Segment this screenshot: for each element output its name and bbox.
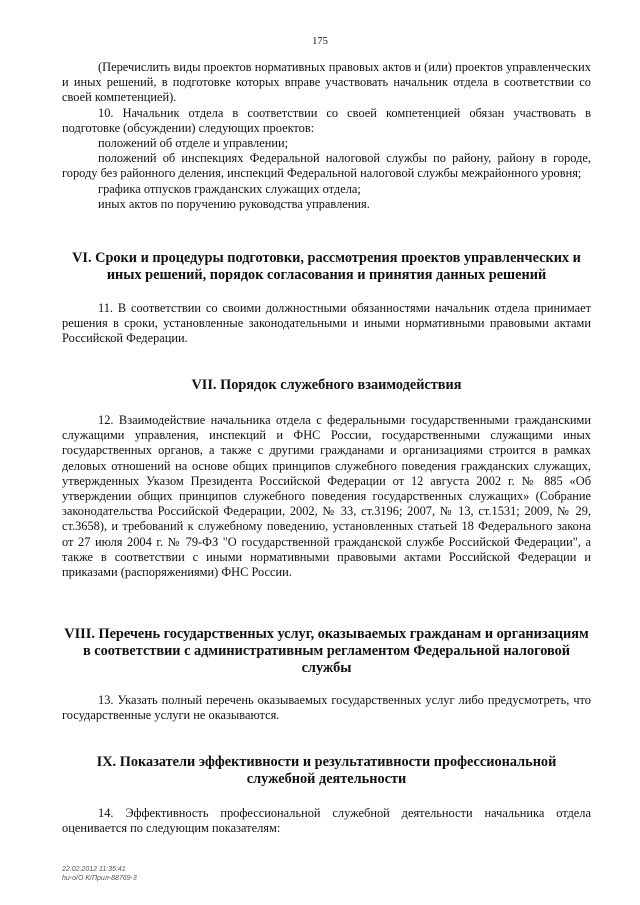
- section-7-body: [62, 413, 591, 580]
- list-item: положений об отделе и управлении;: [98, 136, 289, 151]
- paragraph-12: 12. Взаимодействие начальника отдела с федеральными государственными гражданскими служащими управления, инспекций и ФНС России, государственными служащими иных государственных органов, а также с другими гражданами и организациями строится в рамках деловых отношений на основе общих принципов служебного поведения гражданских служащих, утвержденных Указом Президента Российской Федерации от 12 августа 2002 г. № 885 «Об утверждении общих принципов служебного поведения государственных служащих» (Собрание законодательства Российской Федерации, 2002, № 33, ст.3196; 2007, № 13, ст.1531; 2009, № 29, ст.3658), и требований к служебному поведению, установленных статьей 18 Федерального закона от 27 июля 2004 г. № 79-ФЗ "О государственной гражданской службе Российской Федерации", а также в соответствии с иными нормативными правовыми актами Российской Федерации и приказами (распоряжениями) ФНС России.: [62, 413, 591, 580]
- document-code: hu-o/O K/Прил-88769-3: [62, 874, 137, 882]
- section-8-heading: VIII. Перечень государственных услуг, оказываемых гражданам и организациям в соответствии с административным регламентом Федеральной налоговой службы: [64, 626, 589, 676]
- section-6-heading: VI. Сроки и процедуры подготовки, рассмотрения проектов управленческих и иных решений, порядок согласования и принятия данных решений: [72, 250, 581, 283]
- list-item: графика отпусков гражданских служащих отдела;: [98, 181, 361, 196]
- section-9-body: [62, 806, 591, 836]
- section-9-heading: IX. Показатели эффективности и результативности профессиональной служебной деятельности: [96, 754, 557, 787]
- print-timestamp: 22.02.2012 11:35:41: [62, 866, 126, 873]
- print-stamp: [62, 866, 137, 883]
- paragraph-instruction: (Перечислить виды проектов нормативных правовых актов и (или) проектов управленческих и иных решений, в подготовке которых вправе участвовать начальник отдела в соответствии со своей компетенцией).: [62, 60, 591, 105]
- paragraph-11: 11. В соответствии со своими должностными обязанностями начальник отдела принимает решения в сроки, установленные законодательными и иными нормативными правовыми актами Российской Федерации.: [62, 301, 591, 346]
- paragraph-10: 10. Начальник отдела в соответствии со своей компетенцией обязан участвовать в подготовке (обсуждении) следующих проектов:: [62, 105, 591, 135]
- paragraph-14: 14. Эффективность профессиональной служебной деятельности начальника отдела оценивается по следующим показателям:: [62, 806, 591, 836]
- intro-section: [62, 60, 591, 212]
- section-6-body: [62, 301, 591, 347]
- section-7-heading: VII. Порядок служебного взаимодействия: [191, 377, 462, 393]
- paragraph-13: 13. Указать полный перечень оказываемых государственных услуг либо предусмотреть, что государственные услуги не оказываются.: [62, 693, 591, 723]
- page-number: 175: [312, 36, 328, 47]
- list-item: положений об инспекциях Федеральной налоговой службы по району, району в городе, городу без районного деления, инспекций Федеральной налоговой службы межрайонного уровня;: [62, 151, 591, 181]
- section-8-body: [62, 693, 591, 723]
- list-item: иных актов по поручению руководства управления.: [98, 196, 370, 211]
